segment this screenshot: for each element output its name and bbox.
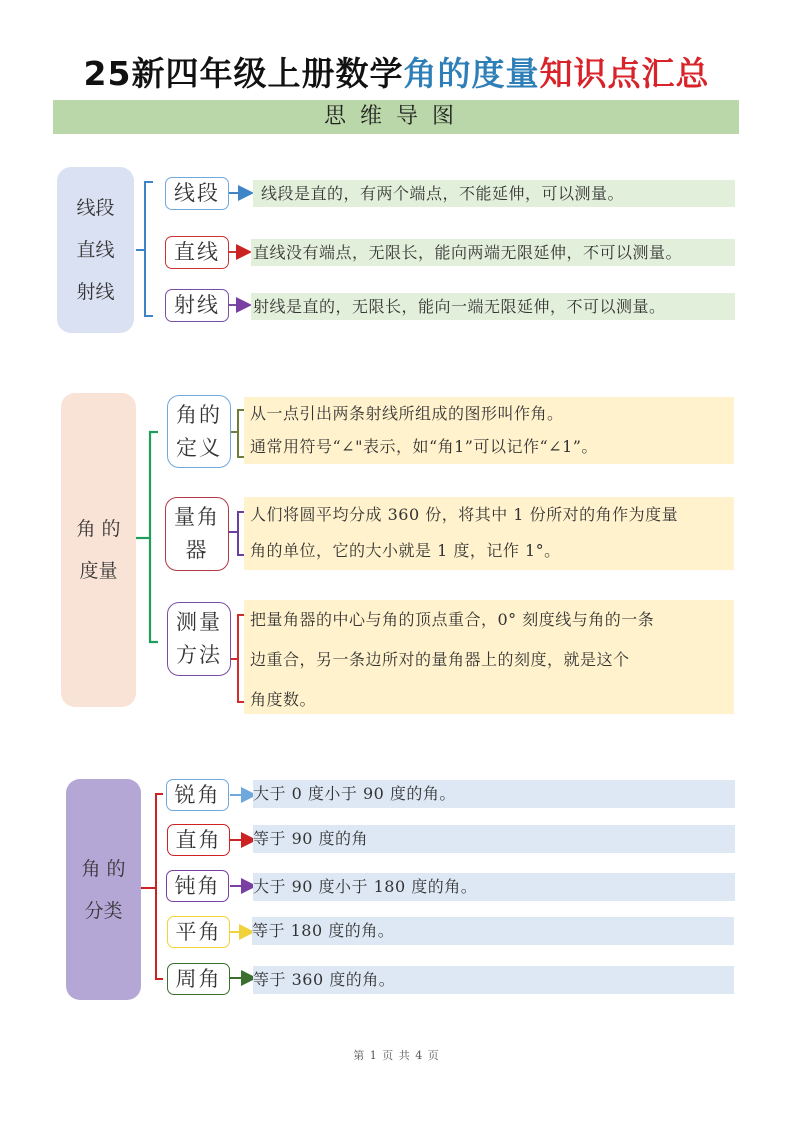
node-label-1: 角的 bbox=[176, 402, 222, 427]
category-lines bbox=[57, 167, 134, 333]
desc-text: 线段是直的，有两个端点，不能延伸，可以测量。 bbox=[261, 184, 625, 203]
category-line-3: 射线 bbox=[76, 281, 115, 303]
node-label: 钝角 bbox=[174, 873, 221, 898]
node-label: 线段 bbox=[174, 181, 220, 206]
node-label-1: 测量 bbox=[176, 610, 222, 635]
node-straight-line bbox=[165, 236, 229, 269]
desc-line: 从一点引出两条射线所组成的图形叫作角。 bbox=[250, 404, 564, 423]
node-label: 直角 bbox=[175, 827, 222, 852]
category-line-2: 直线 bbox=[76, 239, 115, 261]
desc-line: 边重合，另一条边所对的量角器上的刻度，就是这个 bbox=[250, 650, 630, 669]
node-full-angle bbox=[167, 963, 230, 995]
node-label: 平角 bbox=[175, 919, 222, 944]
title-part-grade: 25新四年级上册数学 bbox=[83, 54, 404, 93]
node-acute-angle bbox=[166, 779, 229, 811]
node-ray bbox=[165, 289, 229, 322]
node-line-segment bbox=[165, 177, 229, 210]
category-angle-classification bbox=[66, 779, 141, 1000]
title-part-summary: 知识点汇总 bbox=[539, 54, 710, 93]
desc-text: 等于 180 度的角。 bbox=[252, 921, 395, 940]
category-line-1: 角 的 bbox=[76, 518, 121, 540]
node-straight-angle bbox=[167, 916, 230, 948]
node-label: 周角 bbox=[175, 966, 222, 991]
node-obtuse-angle bbox=[166, 870, 229, 902]
category-angle-measure bbox=[61, 393, 136, 707]
desc-text: 直线没有端点，无限长，能向两端无限延伸，不可以测量。 bbox=[253, 243, 683, 262]
desc-measure-method bbox=[244, 600, 734, 714]
category-line-2: 度量 bbox=[79, 560, 118, 582]
desc-straight-line bbox=[251, 239, 735, 266]
page-number: 第 1 页 共 4 页 bbox=[353, 1049, 440, 1062]
desc-protractor bbox=[244, 497, 734, 570]
node-label-2: 器 bbox=[185, 538, 209, 562]
desc-ray bbox=[251, 293, 735, 320]
desc-text: 大于 90 度小于 180 度的角。 bbox=[253, 877, 478, 896]
node-right-angle bbox=[167, 824, 230, 856]
category-line-1: 角 的 bbox=[81, 857, 126, 880]
desc-straight-angle bbox=[252, 917, 734, 945]
node-angle-definition bbox=[167, 395, 231, 468]
subtitle-bar: 思维导图 bbox=[53, 100, 739, 134]
desc-text: 射线是直的，无限长，能向一端无限延伸，不可以测量。 bbox=[253, 297, 666, 316]
desc-line: 角度数。 bbox=[250, 690, 317, 709]
category-line-1: 线段 bbox=[76, 197, 115, 219]
node-protractor bbox=[165, 497, 229, 571]
desc-text: 等于 90 度的角 bbox=[253, 829, 369, 848]
node-label-2: 方法 bbox=[176, 643, 222, 667]
desc-line: 把量角器的中心与角的顶点重合，0° 刻度线与角的一条 bbox=[250, 610, 655, 629]
node-label-2: 定义 bbox=[176, 435, 222, 460]
desc-angle-definition bbox=[244, 397, 734, 464]
desc-full-angle bbox=[253, 966, 734, 994]
desc-right-angle bbox=[253, 825, 735, 853]
desc-line: 通常用符号“∠"表示，如“角1”可以记作“∠1”。 bbox=[250, 437, 598, 456]
desc-text: 大于 0 度小于 90 度的角。 bbox=[253, 784, 456, 803]
node-label-1: 量角 bbox=[174, 505, 220, 530]
title-part-topic: 角的度量 bbox=[403, 54, 540, 93]
desc-acute-angle bbox=[253, 780, 735, 808]
node-measure-method bbox=[167, 602, 231, 676]
desc-line: 人们将圆平均分成 360 份，将其中 1 份所对的角作为度量 bbox=[250, 505, 679, 524]
desc-text: 等于 360 度的角。 bbox=[253, 970, 396, 989]
node-label: 锐角 bbox=[174, 782, 221, 807]
node-label: 射线 bbox=[174, 293, 220, 318]
desc-obtuse-angle bbox=[253, 873, 735, 901]
node-label: 直线 bbox=[174, 240, 220, 265]
desc-line-segment bbox=[253, 180, 735, 207]
desc-line: 角的单位，它的大小就是 1 度，记作 1°。 bbox=[250, 541, 561, 560]
category-line-2: 分类 bbox=[84, 899, 123, 922]
